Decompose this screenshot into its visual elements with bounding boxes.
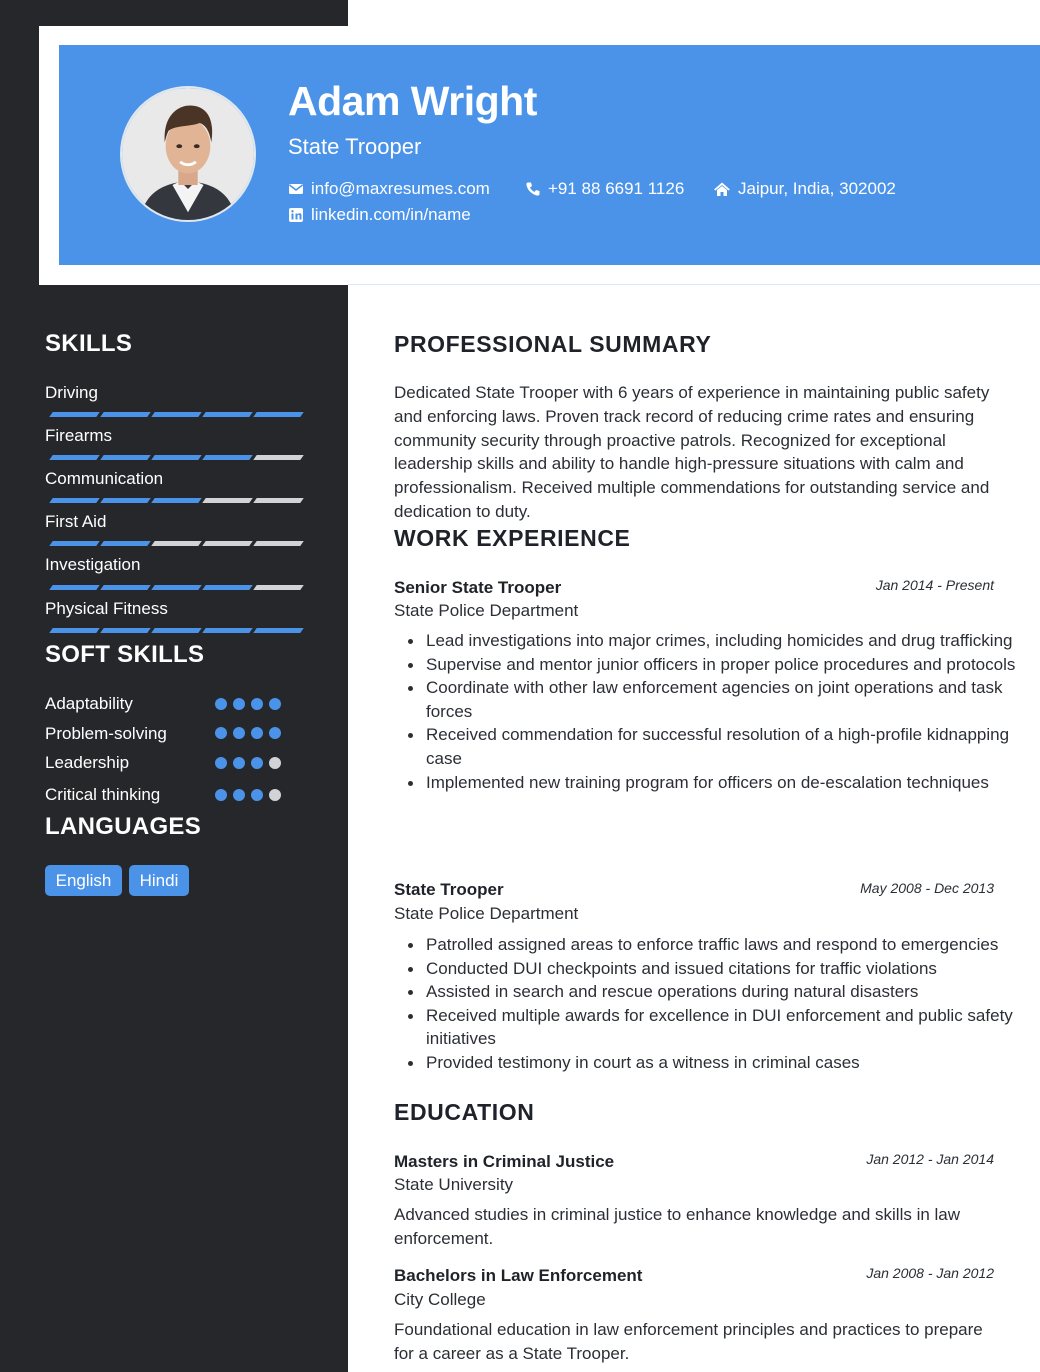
list-item: Patrolled assigned areas to enforce traffic laws and respond to emergencies xyxy=(426,933,1032,957)
summary-text: Dedicated State Trooper with 6 years of experience in maintaining public safety and enforcing laws. Proven track record of reducing crime rates and ensuring community security through proactive patrols. Recognized for exceptional leadership skills and ability to handle high-pressure situations with calm and professionalism. Received multiple commendations for outstanding service and dedication to duty. xyxy=(394,383,990,521)
home-icon xyxy=(713,181,731,197)
soft-skill-dot xyxy=(251,757,263,769)
skill-level-segment xyxy=(49,412,100,417)
education-degree: Masters in Criminal Justice xyxy=(394,1152,615,1171)
soft-skill-dot xyxy=(233,698,245,710)
contact-phone-text: +91 88 6691 1126 xyxy=(548,179,685,198)
skill-level-segment xyxy=(151,541,202,546)
contact-linkedin-text: linkedin.com/in/name xyxy=(311,205,471,224)
languages-heading: LANGUAGES xyxy=(45,813,202,840)
skill-level-segment xyxy=(49,628,100,633)
skill-level-segment xyxy=(151,628,202,633)
skill-level-segment xyxy=(253,455,304,460)
skill-level-segment xyxy=(100,585,151,590)
education-degree: Bachelors in Law Enforcement xyxy=(394,1266,643,1285)
soft-skill-dot xyxy=(269,727,281,739)
skill-level-segment xyxy=(151,412,202,417)
linkedin-icon xyxy=(288,207,304,223)
candidate-name: Adam Wright xyxy=(288,78,537,124)
skill-level-segment xyxy=(253,541,304,546)
soft-skill-name: Critical thinking xyxy=(45,785,161,804)
soft-skill-dot xyxy=(215,698,227,710)
language-badge-english: English xyxy=(45,865,122,896)
skill-bar xyxy=(47,412,301,417)
skill-level-segment xyxy=(100,628,151,633)
phone-icon xyxy=(525,181,541,197)
envelope-icon xyxy=(288,181,304,197)
education-dates: Jan 2008 - Jan 2012 xyxy=(866,1265,994,1281)
skill-bar xyxy=(47,455,301,460)
soft-skill-dot xyxy=(215,789,227,801)
skill-name: Driving xyxy=(45,383,98,402)
list-item: Received multiple awards for excellence in DUI enforcement and public safety initiatives xyxy=(426,1004,1032,1051)
soft-skill-name: Leadership xyxy=(45,753,130,772)
skill-level-segment xyxy=(253,498,304,503)
contact-email[interactable] xyxy=(288,179,490,199)
soft-skill-dot xyxy=(233,789,245,801)
skill-name: Firearms xyxy=(45,426,113,445)
list-item: Lead investigations into major crimes, including homicides and drug trafficking xyxy=(426,629,1032,653)
skill-name: First Aid xyxy=(45,512,107,531)
list-item: Provided testimony in court as a witness in criminal cases xyxy=(426,1051,1032,1075)
language-badge-hindi: Hindi xyxy=(129,865,189,896)
soft-skill-dot xyxy=(233,757,245,769)
job-dates: Jan 2014 - Present xyxy=(875,577,994,593)
skill-level-segment xyxy=(49,585,100,590)
list-item: Implemented new training program for officers on de-escalation techniques xyxy=(426,771,1032,795)
job-role: Senior State Trooper xyxy=(394,578,562,597)
experience-heading: WORK EXPERIENCE xyxy=(394,525,631,551)
soft-skill-dot xyxy=(251,727,263,739)
skill-bar xyxy=(47,585,301,590)
education-school: City College xyxy=(394,1290,486,1309)
skill-level-segment xyxy=(253,585,304,590)
skill-level-segment xyxy=(253,628,304,633)
skill-bar xyxy=(47,541,301,546)
skill-level-segment xyxy=(100,541,151,546)
skill-level-segment xyxy=(49,455,100,460)
list-item: Assisted in search and rescue operations during natural disasters xyxy=(426,980,1032,1004)
skill-level-segment xyxy=(202,585,253,590)
skill-level-segment xyxy=(151,498,202,503)
candidate-title: State Trooper xyxy=(288,134,422,159)
avatar-photo xyxy=(120,86,256,222)
summary-heading: PROFESSIONAL SUMMARY xyxy=(394,331,712,357)
contact-address xyxy=(713,179,896,199)
skill-level-segment xyxy=(202,541,253,546)
soft-skill-dot xyxy=(233,727,245,739)
skill-level-segment xyxy=(202,455,253,460)
soft-skill-dot xyxy=(269,789,281,801)
skill-level-segment xyxy=(49,541,100,546)
list-item: Supervise and mentor junior officers in proper police procedures and protocols xyxy=(426,653,1032,677)
skill-name: Physical Fitness xyxy=(45,599,168,618)
soft-skill-dot xyxy=(215,757,227,769)
education-dates: Jan 2012 - Jan 2014 xyxy=(866,1151,994,1167)
job-organization: State Police Department xyxy=(394,601,579,620)
soft-skill-dot xyxy=(251,698,263,710)
skill-level-segment xyxy=(151,455,202,460)
list-item: Conducted DUI checkpoints and issued citations for traffic violations xyxy=(426,957,1032,981)
job-organization: State Police Department xyxy=(394,904,579,923)
skill-level-segment xyxy=(100,412,151,417)
skill-name: Investigation xyxy=(45,555,141,574)
skill-level-segment xyxy=(49,498,100,503)
skill-bar xyxy=(47,628,301,633)
soft-skill-dot xyxy=(269,757,281,769)
skill-bar xyxy=(47,498,301,503)
soft-skill-dot xyxy=(215,727,227,739)
soft-skill-dot xyxy=(269,698,281,710)
skill-level-segment xyxy=(253,412,304,417)
contact-address-text: Jaipur, India, 302002 xyxy=(738,179,896,198)
skills-heading: SKILLS xyxy=(45,330,133,357)
job-bullet-list xyxy=(394,629,1032,794)
contact-phone[interactable] xyxy=(525,179,684,199)
skill-level-segment xyxy=(100,498,151,503)
soft-skill-name: Problem-solving xyxy=(45,724,167,743)
job-role: State Trooper xyxy=(394,880,504,899)
job-bullet-list xyxy=(394,933,1032,1075)
header-divider xyxy=(348,284,1040,285)
list-item: Received commendation for successful resolution of a high-profile kidnapping case xyxy=(426,723,1032,770)
skill-level-segment xyxy=(202,628,253,633)
soft-skills-heading: SOFT SKILLS xyxy=(45,641,205,668)
education-heading: EDUCATION xyxy=(394,1099,535,1125)
skill-name: Communication xyxy=(45,469,164,488)
skill-level-segment xyxy=(202,498,253,503)
education-school: State University xyxy=(394,1175,514,1194)
contact-linkedin[interactable] xyxy=(288,205,471,225)
skill-level-segment xyxy=(202,412,253,417)
education-description: Foundational education in law enforcement principles and practices to prepare for a career as a State Trooper. xyxy=(394,1320,983,1363)
soft-skill-name: Adaptability xyxy=(45,694,133,713)
education-description: Advanced studies in criminal justice to enhance knowledge and skills in law enforcement. xyxy=(394,1205,961,1248)
soft-skill-dot xyxy=(251,789,263,801)
skill-level-segment xyxy=(100,455,151,460)
job-dates: May 2008 - Dec 2013 xyxy=(860,880,994,896)
contact-email-text: info@maxresumes.com xyxy=(311,179,490,198)
skill-level-segment xyxy=(151,585,202,590)
list-item: Coordinate with other law enforcement agencies on joint operations and task forces xyxy=(426,676,1032,723)
